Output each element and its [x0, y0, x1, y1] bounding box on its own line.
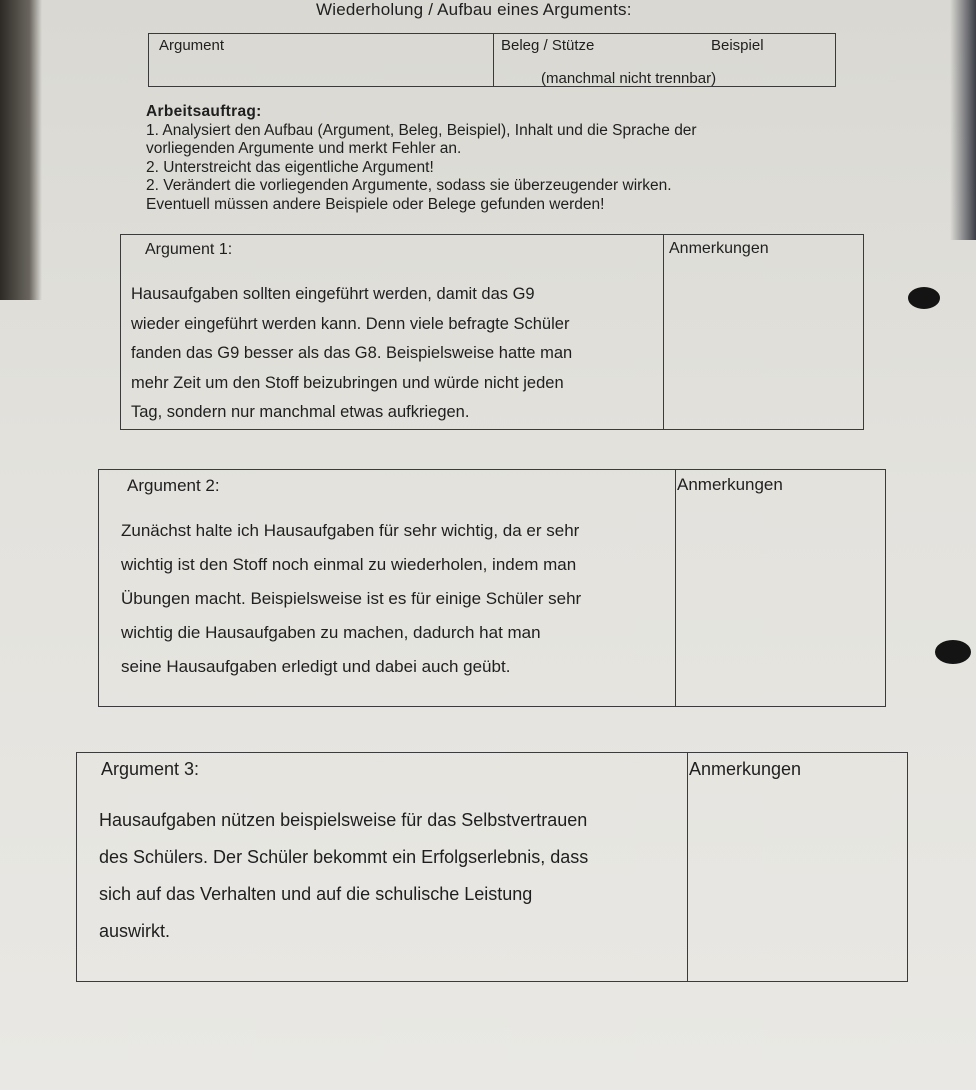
argument-3-notes-label: Anmerkungen [689, 759, 802, 779]
argument-2-label: Argument 2: [127, 476, 220, 495]
argument-text-line: Hausaufgaben nützen beispielsweise für das Selbstvertrauen [99, 810, 588, 830]
argument-text-line: auswirkt. [99, 921, 171, 941]
assignment-line: Eventuell müssen andere Beispiele oder Belege gefunden werden! [146, 195, 605, 213]
argument-1-box [120, 234, 864, 430]
structure-beleg-header: Beleg / Stütze [501, 37, 595, 54]
argument-3-text [99, 802, 588, 950]
punch-hole-icon [935, 640, 971, 664]
assignment-block [146, 103, 846, 214]
structure-table-divider [493, 34, 494, 86]
argument-3-label: Argument 3: [101, 759, 200, 779]
argument-3-box [76, 752, 908, 982]
argument-text-line: wieder eingeführt werden kann. Denn viele befragte Schüler [131, 314, 570, 333]
argument-2-text [121, 514, 581, 684]
argument-text-line: Übungen macht. Beispielsweise ist es für einige Schüler sehr [121, 589, 582, 608]
structure-beispiel-header: Beispiel [711, 37, 764, 54]
structure-argument-header: Argument [159, 37, 225, 54]
assignment-line: 2. Verändert die vorliegenden Argumente, sodass sie überzeugender wirken. [146, 177, 672, 194]
background-edge-right [950, 0, 976, 240]
background-edge-left [0, 0, 42, 300]
argument-2-divider [675, 470, 676, 706]
worksheet-title: Wiederholung / Aufbau eines Arguments: [316, 0, 632, 19]
argument-1-divider [663, 235, 664, 429]
argument-text-line: sich auf das Verhalten und auf die schulische Leistung [99, 884, 533, 904]
argument-1-label: Argument 1: [145, 241, 233, 258]
argument-2-notes-label: Anmerkungen [677, 475, 783, 494]
argument-structure-table [148, 33, 836, 87]
punch-hole-icon [908, 287, 940, 309]
assignment-line: 2. Unterstreicht das eigentliche Argument! [146, 158, 434, 176]
argument-1-notes-label: Anmerkungen [669, 240, 769, 257]
argument-2-box [98, 469, 886, 707]
argument-text-line: Tag, sondern nur manchmal etwas aufkriegen. [131, 403, 470, 421]
argument-text-line: wichtig ist den Stoff noch einmal zu wiederholen, indem man [121, 555, 577, 574]
argument-text-line: des Schülers. Der Schüler bekommt ein Erfolgserlebnis, dass [99, 847, 589, 867]
argument-text-line: fanden das G9 besser als das G8. Beispielsweise hatte man [131, 344, 573, 362]
argument-text-line: Hausaufgaben sollten eingeführt werden, damit das G9 [131, 285, 535, 303]
argument-text-line: Zunächst halte ich Hausaufgaben für sehr wichtig, da er sehr [121, 521, 580, 540]
assignment-line: 1. Analysiert den Aufbau (Argument, Beleg, Beispiel), Inhalt und die Sprache der [146, 121, 697, 139]
argument-1-text [131, 280, 572, 428]
assignment-heading: Arbeitsauftrag: [146, 103, 262, 120]
argument-text-line: seine Hausaufgaben erledigt und dabei auch geübt. [121, 657, 511, 676]
argument-3-divider [687, 753, 688, 981]
assignment-line: vorliegenden Argumente und merkt Fehler an. [146, 140, 462, 157]
argument-text-line: mehr Zeit um den Stoff beizubringen und würde nicht jeden [131, 373, 564, 392]
structure-note: (manchmal nicht trennbar) [541, 70, 717, 87]
argument-text-line: wichtig die Hausaufgaben zu machen, dadurch hat man [121, 623, 541, 642]
